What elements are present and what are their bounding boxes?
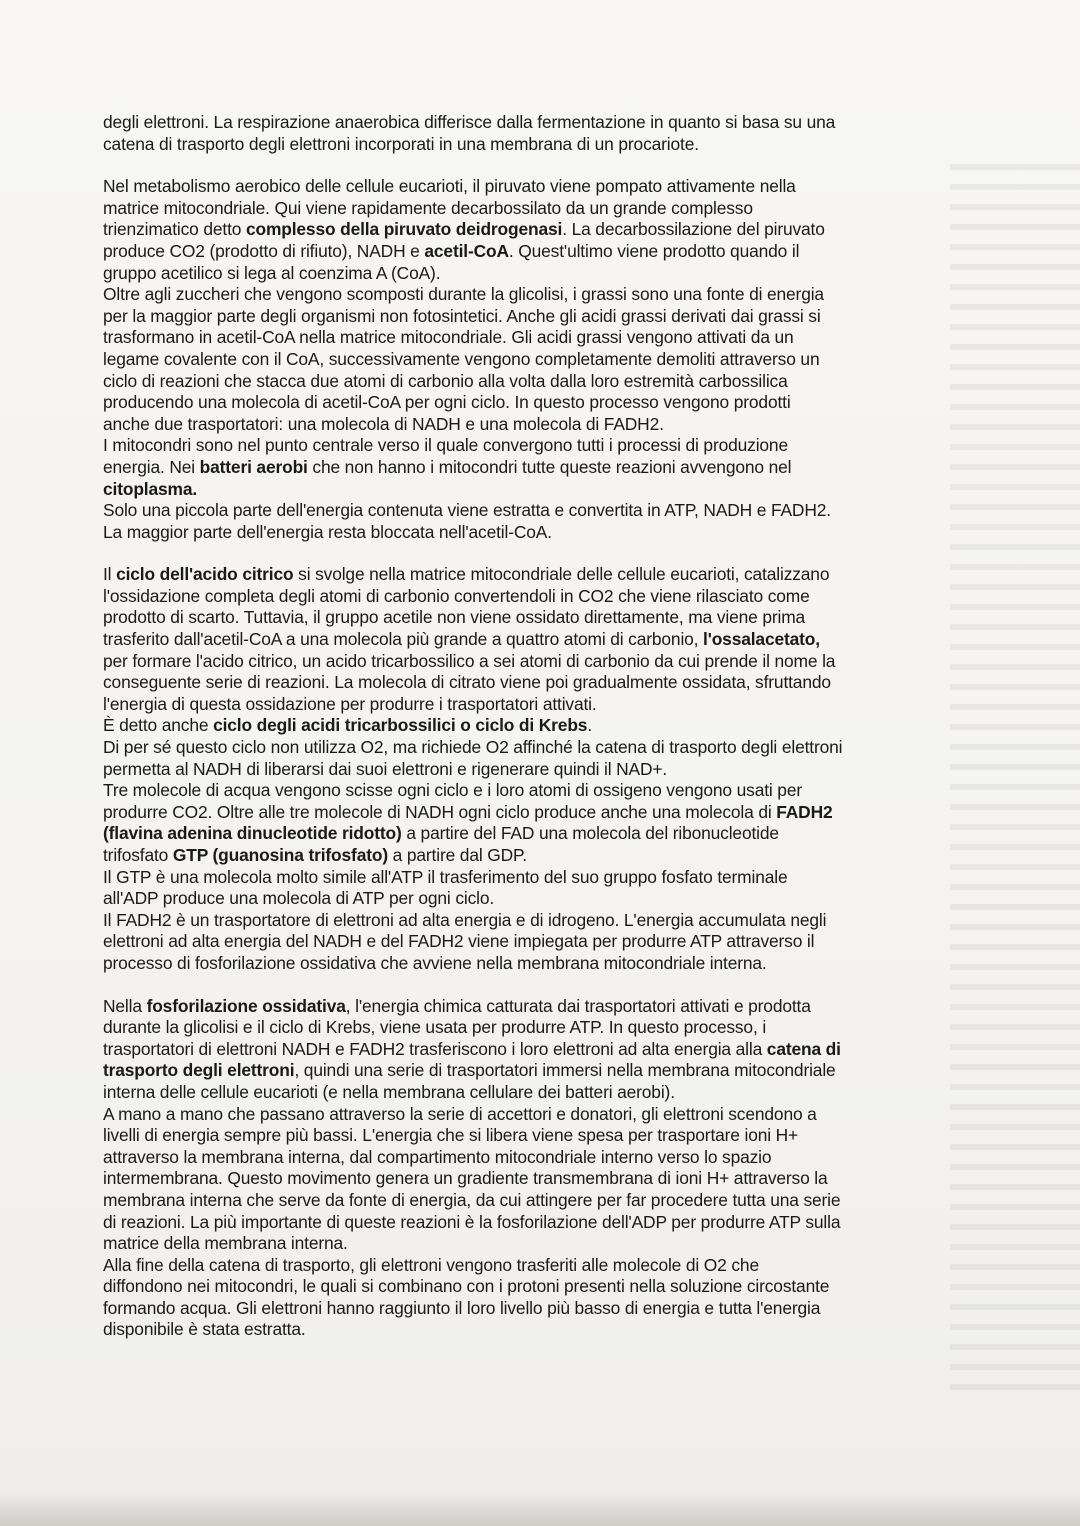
text-line: per la maggior parte degli organismi non fotosintetici. Anche gli acidi grassi derivati dai grassi si [103,305,821,326]
bold-term: ciclo degli acidi tricarbossilici o ciclo di Krebs [213,715,588,736]
text-line: Di per sé questo ciclo non utilizza O2, ma richiede O2 affinché la catena di trasporto degli elettroni [103,737,843,758]
text-line: Oltre agli zuccheri che vengono scomposti durante la glicolisi, i grassi sono una fonte di energia [103,284,824,305]
bold-term: acetil-CoA [424,240,509,261]
paragraph [103,564,965,974]
text-line: trasferito dall'acetil-CoA a una molecola più grande a quattro atomi di carbonio, l'ossalacetato, [103,629,820,650]
bold-term: citoplasma. [103,478,198,499]
text-line: degli elettroni. La respirazione anaerobica differisce dalla fermentazione in quanto si basa su una [103,112,836,132]
text-line: Il ciclo dell'acido citrico si svolge nella matrice mitocondriale delle cellule eucarioti, catalizzano [103,564,830,585]
text-line: conseguente serie di reazioni. La molecola di citrato viene poi gradualmente ossidata, sfruttando [103,672,831,693]
text-line: di reazioni. La più importante di queste reazioni è la fosforilazione dell'ADP per produrre ATP sulla [103,1211,841,1232]
text-line: l'energia di questa ossidazione per produrre i trasportatori attivati. [103,693,597,714]
text-line: È detto anche ciclo degli acidi tricarbossilici o ciclo di Krebs. [103,715,593,736]
text-line: trienzimatico detto complesso della piruvato deidrogenasi. La decarbossilazione del piruvato [103,219,825,240]
text-line: processo di fosforilazione ossidativa che avviene nella membrana mitocondriale interna. [103,952,767,973]
text-line [103,479,965,501]
paragraph [103,176,965,543]
text-line: produrre CO2. Oltre alle tre molecole di NADH ogni ciclo produce anche una molecola di FADH2 [103,801,833,822]
text-line: trasporto degli elettroni, quindi una serie di trasportatori immersi nella membrana mitocondriale [103,1060,836,1081]
text-line: energia. Nei batteri aerobi che non hanno i mitocondri tutte queste reazioni avvengono nel [103,456,792,477]
text-line: membrana interna che serve da fonte di energia, da cui attingere per far procedere tutta una serie [103,1189,841,1210]
text-line: Alla fine della catena di trasporto, gli elettroni vengono trasferiti alle molecole di O2 che [103,1254,759,1275]
paragraph [103,996,965,1342]
text-line: permetta al NADH di liberarsi dai suoi elettroni e rigenerare quindi il NAD+. [103,758,668,779]
text-line: livelli di energia sempre più bassi. L'energia che si libera viene spesa per trasportare ioni H+ [103,1125,799,1146]
text-line: matrice mitocondriale. Qui viene rapidamente decarbossilato da un grande complesso [103,197,753,218]
text-line: Il GTP è una molecola molto simile all'ATP il trasferimento del suo gruppo fosfato terminale [103,866,788,887]
text-line: Tre molecole di acqua vengono scisse ogni ciclo e i loro atomi di ossigeno vengono usati per [103,780,802,801]
text-line: catena di trasporto degli elettroni incorporati in una membrana di un procariote. [103,133,699,154]
text-line: intermembrana. Questo movimento genera un gradiente transmembrana di ioni H+ attraverso la [103,1168,828,1189]
bold-term: batteri aerobi [199,456,308,477]
text-line: elettroni ad alta energia del NADH e del FADH2 viene impiegata per produrre ATP attraverso il [103,931,815,952]
bold-term: GTP (guanosina trifosfato) [172,845,388,865]
text-line: (flavina adenina dinucleotide ridotto) a partire del FAD una molecola del ribonucleotide [103,823,779,844]
text-line: formando acqua. Gli elettroni hanno raggiunto il loro livello più basso di energia e tutta l'energia [103,1297,821,1318]
text-line: per formare l'acido citrico, un acido tricarbossilico a sei atomi di carbonio da cui prende il nome la [103,650,836,671]
text-line: Solo una piccola parte dell'energia contenuta viene estratta e convertita in ATP, NADH e FADH2. [103,500,831,521]
bold-term: fosforilazione ossidativa [146,995,346,1016]
text-line: I mitocondri sono nel punto centrale verso il quale convergono tutti i processi di produzione [103,435,788,456]
text-line: legame covalente con il CoA, successivamente vengono completamente demoliti attraverso un [103,348,820,369]
text-line: Nella fosforilazione ossidativa, l'energia chimica catturata dai trasportatori attivati e prodotta [103,995,811,1016]
document-body [103,112,965,1341]
text-line: l'ossidazione completa degli atomi di carbonio convertendoli in CO2 che viene rilasciato come [103,585,810,606]
bold-term: complesso della piruvato deidrogenasi [245,219,563,240]
page-shadow [0,1490,1080,1526]
text-line: La maggior parte dell'energia resta bloccata nell'acetil-CoA. [103,521,552,542]
bold-term: ciclo dell'acido citrico [116,564,294,585]
text-line: A mano a mano che passano attraverso la serie di accettori e donatori, gli elettroni scendono a [103,1103,817,1124]
bleed-through-text [950,150,1080,1400]
text-line: anche due trasportatori: una molecola di NADH e una molecola di FADH2. [103,413,664,434]
text-line: trifosfato GTP (guanosina trifosfato) a partire dal GDP. [103,845,527,865]
text-line: ciclo di reazioni che stacca due atomi di carbonio alla volta dalla loro estremità carbossilica [103,370,788,391]
text-line: durante la glicolisi e il ciclo di Krebs, viene usata per produrre ATP. In questo processo, i [103,1017,767,1038]
text-line: prodotto di scarto. Tuttavia, il gruppo acetile non viene ossidato direttamente, ma viene prima [103,607,806,628]
text-line: produce CO2 (prodotto di rifiuto), NADH e acetil-CoA. Quest'ultimo viene prodotto quando il [103,240,800,261]
bold-term: FADH2 [776,801,833,822]
bold-term: (flavina adenina dinucleotide ridotto) [103,823,402,844]
text-line: disponibile è stata estratta. [103,1319,306,1340]
text-line: trasportatori di elettroni NADH e FADH2 trasferiscono i loro elettroni ad alta energia alla catena di [103,1038,841,1059]
text-line: diffondono nei mitocondri, le quali si combinano con i protoni presenti nella soluzione circostante [103,1276,830,1297]
bold-term: catena di [766,1038,841,1059]
text-line: attraverso la membrana interna, dal compartimento mitocondriale interno verso lo spazio [103,1146,772,1167]
text-line: matrice della membrana interna. [103,1233,348,1254]
text-line: all'ADP produce una molecola di ATP per ogni ciclo. [103,888,495,909]
text-line: interna delle cellule eucarioti (e nella membrana cellulare dei batteri aerobi). [103,1081,675,1102]
bold-term: trasporto degli elettroni [103,1060,295,1081]
text-line: trasformano in acetil-CoA nella matrice mitocondriale. Gli acidi grassi vengono attivati da un [103,327,794,348]
bold-term: l'ossalacetato, [703,629,820,650]
paragraph [103,112,965,155]
text-line: gruppo acetilico si lega al coenzima A (CoA). [103,262,441,283]
text-line: producendo una molecola di acetil-CoA per ogni ciclo. In questo processo vengono prodotti [103,392,791,413]
text-line: Nel metabolismo aerobico delle cellule eucarioti, il piruvato viene pompato attivamente nella [103,176,796,197]
text-line: Il FADH2 è un trasportatore di elettroni ad alta energia e di idrogeno. L'energia accumulata negli [103,909,827,930]
